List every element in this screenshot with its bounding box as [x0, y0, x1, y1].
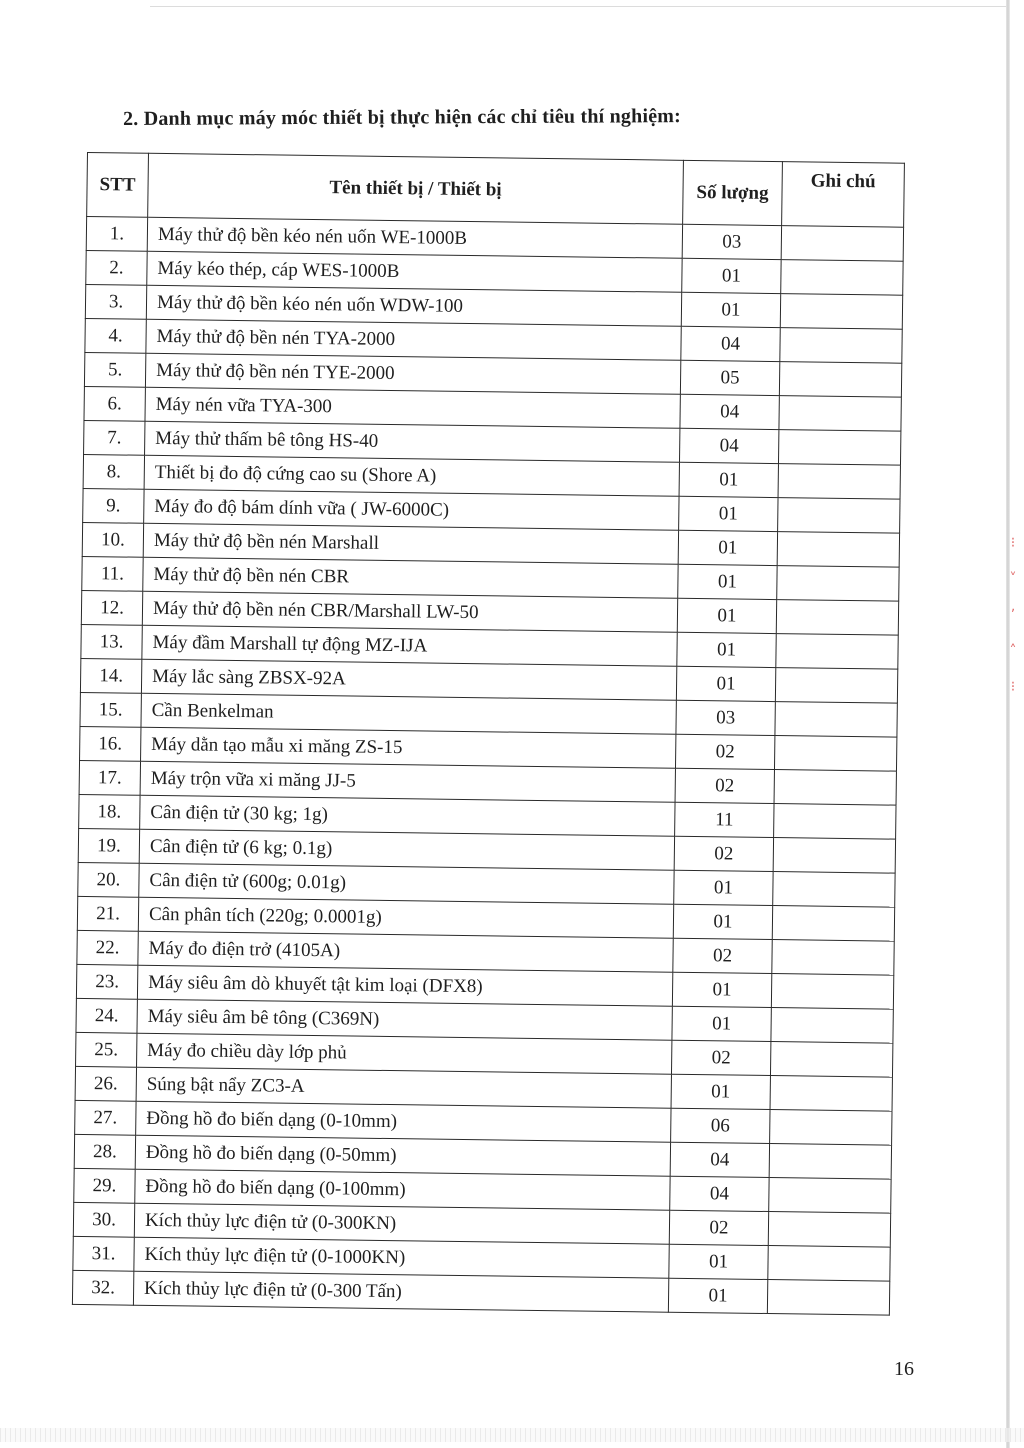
row-quantity: 01 [672, 1006, 771, 1041]
row-stt: 16. [80, 726, 141, 761]
row-note [781, 260, 903, 296]
row-name: Cân điện tử (6 kg; 0.1g) [139, 829, 674, 870]
row-name: Máy thử độ bền nén CBR/Marshall LW-50 [142, 591, 677, 632]
row-quantity: 04 [670, 1176, 769, 1211]
row-note [772, 906, 894, 942]
row-quantity: 01 [672, 972, 771, 1007]
row-note [775, 702, 897, 738]
row-quantity: 01 [679, 462, 778, 497]
row-note [771, 1008, 893, 1044]
row-quantity: 03 [682, 224, 781, 259]
row-name: Cân điện tử (30 kg; 1g) [140, 795, 675, 836]
row-note [770, 1042, 892, 1078]
row-stt: 4. [85, 318, 146, 353]
scan-bottom-strip [0, 1428, 1024, 1442]
row-name: Cân phân tích (220g; 0.0001g) [138, 897, 673, 938]
row-stt: 11. [82, 556, 143, 591]
row-stt: 30. [73, 1202, 134, 1237]
scan-edge-top [150, 6, 1010, 7]
row-name: Máy thử độ bền nén TYA-2000 [146, 319, 681, 360]
row-stt: 17. [79, 760, 140, 795]
row-note [776, 600, 898, 636]
row-quantity: 06 [671, 1108, 770, 1143]
row-note [777, 532, 899, 568]
row-quantity: 01 [678, 530, 777, 565]
row-note [780, 328, 902, 364]
row-note [776, 634, 898, 670]
row-name: Đồng hồ đo biến dạng (0-100mm) [135, 1169, 670, 1210]
row-note [773, 872, 895, 908]
row-quantity: 01 [682, 258, 781, 293]
row-name: Đồng hồ đo biến dạng (0-10mm) [136, 1101, 671, 1142]
row-stt: 18. [79, 794, 140, 829]
row-note [778, 498, 900, 534]
header-stt: STT [87, 153, 149, 218]
row-stt: 22. [77, 930, 138, 965]
row-note [770, 1110, 892, 1146]
row-quantity: 01 [679, 496, 778, 531]
row-quantity: 04 [680, 394, 779, 429]
row-stt: 27. [75, 1100, 136, 1135]
stamp-marks: ⁝ ˅ ʼ ˄ ⁝ [1009, 535, 1017, 695]
row-stt: 2. [86, 250, 147, 285]
row-stt: 31. [73, 1236, 134, 1271]
row-quantity: 02 [673, 938, 772, 973]
scan-edge-right [1006, 0, 1010, 1448]
row-stt: 28. [74, 1134, 135, 1169]
row-stt: 26. [75, 1066, 136, 1101]
row-name: Máy đo điện trở (4105A) [138, 931, 673, 972]
row-stt: 1. [86, 217, 147, 252]
row-name: Máy đo chiều dày lớp phủ [137, 1033, 672, 1074]
row-note [774, 770, 896, 806]
row-name: Kích thủy lực điện tử (0-1000KN) [134, 1237, 669, 1278]
row-stt: 7. [84, 420, 145, 455]
row-note [767, 1280, 889, 1316]
row-name: Máy đo độ bám dính vữa ( JW-6000C) [144, 489, 679, 530]
row-stt: 24. [76, 998, 137, 1033]
row-note [779, 362, 901, 398]
row-stt: 32. [72, 1270, 133, 1305]
row-name: Kích thủy lực điện tử (0-300 Tấn) [133, 1271, 668, 1312]
row-note [772, 940, 894, 976]
row-note [769, 1178, 891, 1214]
row-stt: 29. [74, 1168, 135, 1203]
header-name: Tên thiết bị / Thiết bị [148, 153, 684, 224]
row-note [771, 974, 893, 1010]
row-stt: 13. [81, 624, 142, 659]
row-quantity: 01 [671, 1074, 770, 1109]
row-name: Máy thử độ bền nén CBR [143, 557, 678, 598]
row-quantity: 01 [669, 1244, 768, 1279]
row-stt: 6. [84, 386, 145, 421]
row-stt: 19. [78, 828, 139, 863]
row-quantity: 04 [679, 428, 778, 463]
row-name: Súng bật nẩy ZC3-A [136, 1067, 671, 1108]
row-quantity: 01 [681, 292, 780, 327]
row-name: Máy siêu âm dò khuyết tật kim loại (DFX8) [137, 965, 672, 1006]
row-quantity: 02 [671, 1040, 770, 1075]
row-quantity: 01 [678, 564, 777, 599]
row-note [770, 1076, 892, 1112]
row-quantity: 03 [676, 700, 775, 735]
row-note [778, 464, 900, 500]
row-stt: 5. [84, 352, 145, 387]
row-stt: 3. [85, 284, 146, 319]
row-note [768, 1212, 890, 1248]
row-stt: 23. [76, 964, 137, 999]
row-name: Cần Benkelman [141, 693, 676, 734]
row-name: Cân điện tử (600g; 0.01g) [139, 863, 674, 904]
row-name: Đồng hồ đo biến dạng (0-50mm) [135, 1135, 670, 1176]
row-note [778, 430, 900, 466]
row-name: Máy thử thấm bê tông HS-40 [145, 421, 680, 462]
row-note [768, 1246, 890, 1282]
header-note: Ghi chú [782, 162, 905, 228]
row-quantity: 04 [681, 326, 780, 361]
row-name: Máy siêu âm bê tông (C369N) [137, 999, 672, 1040]
row-name: Máy đầm Marshall tự động MZ-IJA [142, 625, 677, 666]
row-quantity: 02 [674, 836, 773, 871]
row-note [781, 226, 903, 262]
row-stt: 10. [82, 522, 143, 557]
row-quantity: 01 [668, 1278, 767, 1313]
row-quantity: 01 [677, 598, 776, 633]
row-note [769, 1144, 891, 1180]
row-stt: 21. [77, 896, 138, 931]
row-name: Máy nén vữa TYA-300 [145, 387, 680, 428]
row-name: Máy thử độ bền nén TYE-2000 [145, 353, 680, 394]
row-quantity: 05 [680, 360, 779, 395]
row-name: Máy lắc sàng ZBSX-92A [141, 659, 676, 700]
row-name: Máy thử độ bền nén Marshall [143, 523, 678, 564]
row-stt: 15. [80, 692, 141, 727]
row-stt: 20. [78, 862, 139, 897]
row-name: Máy trộn vữa xi măng JJ-5 [140, 761, 675, 802]
header-quantity: Số lượng [683, 160, 783, 225]
row-name: Kích thủy lực điện tử (0-300KN) [134, 1203, 669, 1244]
row-quantity: 01 [676, 666, 775, 701]
row-name: Thiết bị đo độ cứng cao su (Shore A) [144, 455, 679, 496]
row-quantity: 02 [669, 1210, 768, 1245]
row-note [774, 736, 896, 772]
row-stt: 25. [76, 1032, 137, 1067]
row-note [780, 294, 902, 330]
row-quantity: 02 [675, 734, 774, 769]
row-quantity: 01 [673, 904, 772, 939]
row-quantity: 01 [677, 632, 776, 667]
section-title: 2. Danh mục máy móc thiết bị thực hiện các chỉ tiêu thí nghiệm: [123, 105, 682, 130]
row-quantity: 11 [675, 802, 774, 837]
table-body [72, 217, 903, 1316]
row-quantity: 04 [670, 1142, 769, 1177]
row-stt: 8. [83, 454, 144, 489]
row-note [773, 838, 895, 874]
row-note [775, 668, 897, 704]
page-number: 16 [894, 1358, 914, 1380]
table-header-row [87, 153, 905, 228]
row-name: Máy thử độ bền kéo nén uốn WDW-100 [146, 285, 681, 326]
row-stt: 14. [80, 658, 141, 693]
row-quantity: 02 [675, 768, 774, 803]
row-stt: 12. [81, 590, 142, 625]
row-name: Máy dằn tạo mẫu xi măng ZS-15 [141, 727, 676, 768]
row-note [779, 396, 901, 432]
row-name: Máy thử độ bền kéo nén uốn WE-1000B [147, 217, 682, 258]
row-quantity: 01 [674, 870, 773, 905]
row-note [774, 804, 896, 840]
row-name: Máy kéo thép, cáp WES-1000B [147, 251, 682, 292]
row-stt: 9. [83, 488, 144, 523]
equipment-table [72, 152, 905, 1316]
row-note [777, 566, 899, 602]
